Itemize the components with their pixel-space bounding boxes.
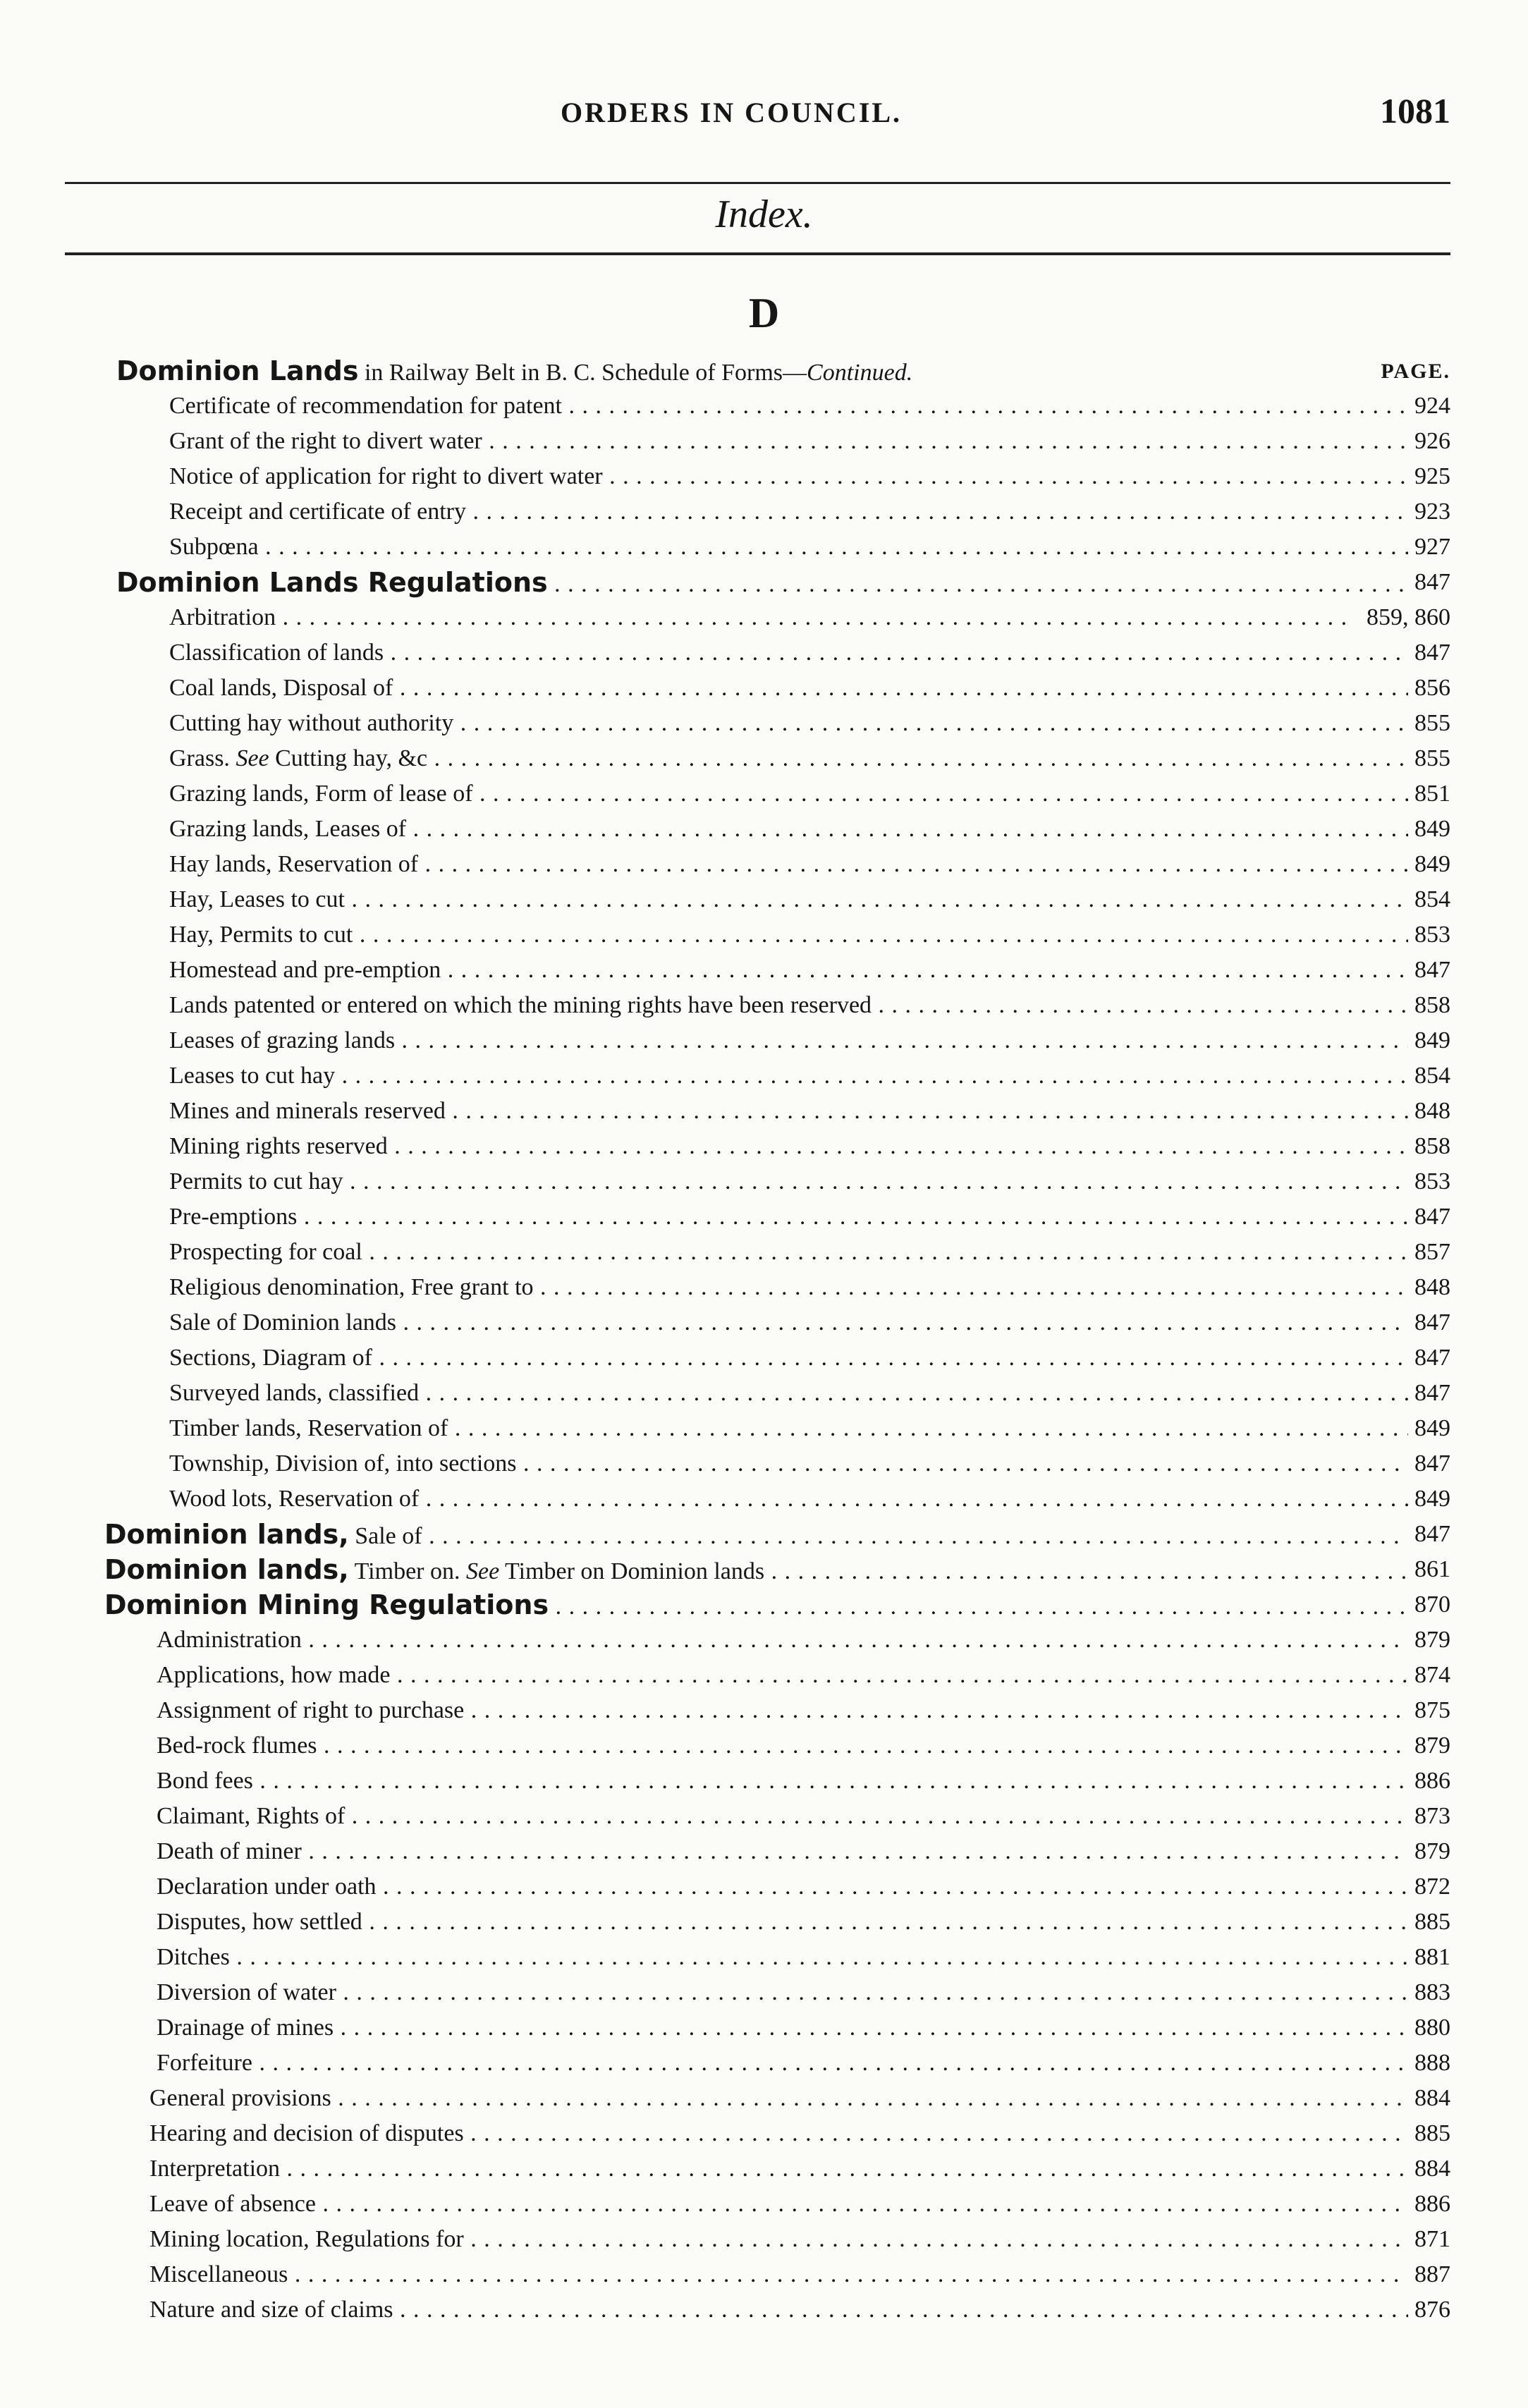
entry-label: in Railway Belt in B. C. Schedule of Forms— xyxy=(358,360,807,386)
entry-page: 883 xyxy=(1414,1979,1450,2005)
entry-page: 854 xyxy=(1414,1063,1450,1089)
index-entry xyxy=(0,599,1528,635)
index-entry xyxy=(0,529,1528,564)
entry-label: Administration xyxy=(157,1627,302,1653)
entry-text xyxy=(169,1097,1408,1125)
entry-text xyxy=(157,1661,1408,1689)
entry-text xyxy=(149,2261,1408,2289)
entry-page: 885 xyxy=(1414,2120,1450,2146)
index-entry xyxy=(0,635,1528,670)
entry-text xyxy=(169,1203,1408,1231)
entry-label: Hearing and decision of disputes xyxy=(149,2120,464,2146)
entry-text xyxy=(169,886,1408,914)
index-entry xyxy=(0,1481,1528,1516)
index-entry xyxy=(0,1551,1528,1587)
index-entry xyxy=(0,1304,1528,1340)
entry-page: 884 xyxy=(1414,2085,1450,2111)
index-entry xyxy=(0,1163,1528,1199)
entry-text xyxy=(149,2225,1408,2254)
entry-page: 888 xyxy=(1414,2050,1450,2076)
index-entry xyxy=(0,705,1528,740)
index-entry xyxy=(0,2045,1528,2080)
entry-page: 887 xyxy=(1414,2261,1450,2287)
entry-label: General provisions xyxy=(149,2085,331,2111)
index-entry xyxy=(0,564,1528,599)
index-entry xyxy=(0,776,1528,811)
entry-text xyxy=(169,639,1408,667)
entry-page: 849 xyxy=(1414,851,1450,877)
entry-text xyxy=(169,1344,1408,1372)
entry-text xyxy=(169,780,1408,808)
entry-page: 855 xyxy=(1414,745,1450,771)
entry-text xyxy=(169,745,1408,773)
entry-italic: See xyxy=(236,745,269,771)
entry-text xyxy=(169,991,1408,1020)
entry-page: 847 xyxy=(1414,1380,1450,1406)
index-entry xyxy=(0,2080,1528,2115)
entry-page: 847 xyxy=(1414,569,1450,595)
index-entry xyxy=(0,952,1528,987)
entry-text xyxy=(169,1132,1408,1161)
entry-text xyxy=(149,2120,1408,2148)
entry-page: 853 xyxy=(1414,1168,1450,1194)
entry-text xyxy=(169,709,1408,738)
entry-page: 886 xyxy=(1414,2191,1450,2217)
entry-page: 884 xyxy=(1414,2156,1450,2182)
entry-text xyxy=(157,1802,1408,1831)
entry-label: Sale of Dominion lands xyxy=(169,1309,397,1336)
entry-label: Leave of absence xyxy=(149,2191,316,2217)
entry-page: 880 xyxy=(1414,2015,1450,2041)
index-entry xyxy=(0,1869,1528,1904)
entry-page: 847 xyxy=(1414,957,1450,983)
entry-page: 874 xyxy=(1414,1662,1450,1688)
entry-text xyxy=(169,1062,1408,1090)
index-entry xyxy=(0,1587,1528,1622)
entry-text xyxy=(169,1450,1408,1478)
entry-text xyxy=(149,2190,1408,2218)
entry-italic: Continued. xyxy=(807,360,913,386)
entry-term: Dominion lands, xyxy=(104,1520,349,1550)
entry-text xyxy=(149,2084,1408,2113)
entry-term: Dominion lands, xyxy=(104,1556,349,1585)
index-entry xyxy=(0,388,1528,423)
entry-page: 858 xyxy=(1414,1133,1450,1159)
entry-page: 926 xyxy=(1414,428,1450,454)
entry-label: Cutting hay without authority xyxy=(169,710,454,736)
entry-text xyxy=(169,463,1408,491)
entry-label: Sections, Diagram of xyxy=(169,1345,372,1371)
entry-page: 854 xyxy=(1414,886,1450,912)
entry-text xyxy=(104,1556,1408,1586)
index-entry xyxy=(0,917,1528,952)
entry-label: Prospecting for coal xyxy=(169,1239,362,1265)
entry-page: 848 xyxy=(1414,1098,1450,1124)
index-entry xyxy=(0,1410,1528,1446)
page-number: 1081 xyxy=(1380,91,1450,130)
entry-label: Miscellaneous xyxy=(149,2261,288,2287)
entry-page: 847 xyxy=(1414,1345,1450,1371)
entry-page: 858 xyxy=(1414,992,1450,1018)
entry-text xyxy=(169,674,1408,702)
index-entry xyxy=(0,458,1528,494)
entry-page: 870 xyxy=(1414,1591,1450,1618)
entry-label: Certificate of recommendation for patent xyxy=(169,393,562,419)
entry-label: Pre-emptions xyxy=(169,1204,298,1230)
index-entries xyxy=(0,353,1528,2327)
entry-label: Grant of the right to divert water xyxy=(169,428,482,454)
entry-label: Claimant, Rights of xyxy=(157,1803,346,1829)
entry-label-cont: Timber on Dominion lands xyxy=(499,1558,765,1584)
entry-text xyxy=(157,1626,1408,1654)
entry-label: Leases to cut hay xyxy=(169,1063,336,1089)
index-entry xyxy=(0,740,1528,776)
entry-page: 849 xyxy=(1414,1486,1450,1512)
entry-page: 849 xyxy=(1414,816,1450,842)
entry-page: 849 xyxy=(1414,1415,1450,1441)
index-entry xyxy=(0,1763,1528,1798)
entry-text xyxy=(169,427,1408,456)
entry-label: Death of miner xyxy=(157,1838,302,1864)
entry-label: Notice of application for right to divert water xyxy=(169,463,603,489)
entry-text xyxy=(157,2014,1408,2042)
entry-label: Classification of lands xyxy=(169,640,384,666)
entry-label: Bond fees xyxy=(157,1768,253,1794)
entry-text xyxy=(116,357,1408,387)
entry-page: 853 xyxy=(1414,922,1450,948)
index-entry xyxy=(0,1904,1528,1939)
index-entry xyxy=(0,2221,1528,2256)
entry-text xyxy=(169,1273,1408,1302)
entry-text xyxy=(149,2155,1408,2183)
entry-label: Ditches xyxy=(157,1944,230,1970)
entry-text xyxy=(157,1979,1408,2007)
entry-label: Subpœna xyxy=(169,534,259,560)
top-rule xyxy=(65,182,1450,184)
entry-page: 859, 860 xyxy=(1367,604,1450,630)
entry-text xyxy=(169,815,1408,843)
page-column-label: PAGE. xyxy=(1381,360,1450,383)
entry-page: 872 xyxy=(1414,1874,1450,1900)
entry-label: Diversion of water xyxy=(157,1979,336,2005)
entry-page: 856 xyxy=(1414,675,1450,701)
index-entry xyxy=(0,2292,1528,2327)
index-entry xyxy=(0,1022,1528,1058)
entry-page: 881 xyxy=(1414,1944,1450,1970)
index-title: Index. xyxy=(715,192,813,236)
entry-label: Mining location, Regulations for xyxy=(149,2226,464,2252)
entry-text xyxy=(169,1379,1408,1407)
entry-page: 847 xyxy=(1414,1521,1450,1547)
entry-page: 871 xyxy=(1414,2226,1450,2252)
entry-text xyxy=(116,568,1408,599)
entry-label: Coal lands, Disposal of xyxy=(169,675,393,701)
entry-text xyxy=(169,1238,1408,1266)
index-entry xyxy=(0,670,1528,705)
entry-label: Applications, how made xyxy=(157,1662,391,1688)
entry-label: Religious denomination, Free grant to xyxy=(169,1274,534,1300)
entry-label: Timber on. xyxy=(348,1558,466,1584)
index-entry xyxy=(0,1269,1528,1304)
entry-page: 923 xyxy=(1414,499,1450,525)
index-entry xyxy=(0,1058,1528,1093)
entry-label: Interpretation xyxy=(149,2156,281,2182)
entry-label: Hay, Permits to cut xyxy=(169,922,353,948)
entry-text xyxy=(169,1309,1408,1337)
entry-page: 876 xyxy=(1414,2297,1450,2323)
entry-text xyxy=(169,956,1408,984)
entry-italic: See xyxy=(465,1558,500,1584)
entry-page: 927 xyxy=(1414,534,1450,560)
entry-text xyxy=(169,1027,1408,1055)
index-entry xyxy=(0,2151,1528,2186)
entry-page: 851 xyxy=(1414,781,1450,807)
index-entry xyxy=(0,1516,1528,1551)
entry-page: 925 xyxy=(1414,463,1450,489)
entry-label: Hay, Leases to cut xyxy=(169,886,345,912)
index-entry xyxy=(0,353,1528,388)
title-rule xyxy=(65,252,1450,255)
entry-page: 849 xyxy=(1414,1027,1450,1053)
entry-text xyxy=(169,850,1408,879)
entry-label: Timber lands, Reservation of xyxy=(169,1415,448,1441)
section-letter: D xyxy=(748,290,780,336)
entry-text xyxy=(149,2296,1408,2324)
entry-term: Dominion Lands xyxy=(116,357,359,386)
entry-page: 847 xyxy=(1414,1309,1450,1336)
entry-page: 855 xyxy=(1414,710,1450,736)
entry-label: Permits to cut hay xyxy=(169,1168,343,1194)
entry-text xyxy=(157,2049,1408,2077)
index-entry xyxy=(0,1657,1528,1692)
entry-text xyxy=(169,1485,1408,1513)
entry-label: Grass. xyxy=(169,745,236,771)
entry-label: Surveyed lands, classified xyxy=(169,1380,420,1406)
index-entry xyxy=(0,1375,1528,1410)
entry-page: 861 xyxy=(1414,1556,1450,1582)
index-entry xyxy=(0,1128,1528,1163)
entry-page: 857 xyxy=(1414,1239,1450,1265)
entry-label: Nature and size of claims xyxy=(149,2297,393,2323)
entry-label: Sale of xyxy=(348,1523,422,1549)
entry-text xyxy=(157,1732,1408,1760)
index-entry xyxy=(0,2115,1528,2151)
index-entry xyxy=(0,1974,1528,2010)
index-entry xyxy=(0,2186,1528,2221)
index-entry xyxy=(0,1833,1528,1869)
entry-text xyxy=(169,921,1408,949)
entry-page: 879 xyxy=(1414,1838,1450,1864)
running-head xyxy=(0,90,1528,140)
entry-label: Assignment of right to purchase xyxy=(157,1697,465,1723)
entry-label: Homestead and pre-emption xyxy=(169,957,441,983)
running-title: ORDERS IN COUNCIL. xyxy=(561,97,903,128)
entry-label: Disputes, how settled xyxy=(157,1909,362,1935)
entry-page: 875 xyxy=(1414,1697,1450,1723)
entry-text xyxy=(169,392,1408,420)
entry-text xyxy=(169,533,1408,561)
index-entry xyxy=(0,494,1528,529)
index-entry xyxy=(0,1728,1528,1763)
entry-label: Declaration under oath xyxy=(157,1874,377,1900)
entry-text xyxy=(104,1520,1408,1551)
entry-label: Hay lands, Reservation of xyxy=(169,851,419,877)
index-entry xyxy=(0,1939,1528,1974)
index-entry xyxy=(0,1446,1528,1481)
index-entry xyxy=(0,1622,1528,1657)
entry-label: Grazing lands, Form of lease of xyxy=(169,781,473,807)
index-entry xyxy=(0,1692,1528,1728)
entry-text xyxy=(157,1943,1408,1972)
entry-page: 873 xyxy=(1414,1803,1450,1829)
entry-label-cont: Cutting hay, &c xyxy=(269,745,428,771)
entry-text xyxy=(157,1697,1408,1725)
entry-page: 847 xyxy=(1414,1204,1450,1230)
index-entry xyxy=(0,2256,1528,2292)
entry-text xyxy=(169,1414,1408,1443)
entry-label: Drainage of mines xyxy=(157,2015,334,2041)
index-entry xyxy=(0,1340,1528,1375)
entry-text xyxy=(169,604,1352,632)
index-entry xyxy=(0,1199,1528,1234)
entry-text xyxy=(169,1168,1408,1196)
entry-page: 886 xyxy=(1414,1768,1450,1794)
entry-text xyxy=(169,498,1408,526)
entry-text xyxy=(157,1908,1408,1936)
entry-term: Dominion Lands Regulations xyxy=(116,568,548,598)
entry-label: Receipt and certificate of entry xyxy=(169,499,466,525)
entry-page: 924 xyxy=(1414,393,1450,419)
entry-label: Forfeiture xyxy=(157,2050,252,2076)
index-entry xyxy=(0,987,1528,1022)
entry-page: 879 xyxy=(1414,1627,1450,1653)
entry-text xyxy=(157,1838,1408,1866)
entry-text xyxy=(157,1873,1408,1901)
entry-page: 848 xyxy=(1414,1274,1450,1300)
index-entry xyxy=(0,881,1528,917)
entry-text xyxy=(104,1591,1408,1621)
index-entry xyxy=(0,1234,1528,1269)
entry-label: Grazing lands, Leases of xyxy=(169,816,407,842)
entry-label: Leases of grazing lands xyxy=(169,1027,396,1053)
entry-label: Mining rights reserved xyxy=(169,1133,388,1159)
entry-label: Lands patented or entered on which the mining rights have been reserved xyxy=(169,992,872,1018)
entry-label: Mines and minerals reserved xyxy=(169,1098,446,1124)
index-entry xyxy=(0,846,1528,881)
entry-label: Wood lots, Reservation of xyxy=(169,1486,420,1512)
index-entry xyxy=(0,1093,1528,1128)
entry-label: Bed-rock flumes xyxy=(157,1732,317,1759)
entry-label: Arbitration xyxy=(169,604,276,630)
entry-text xyxy=(157,1767,1408,1795)
entry-page: 879 xyxy=(1414,1732,1450,1759)
index-entry xyxy=(0,1798,1528,1833)
entry-label: Township, Division of, into sections xyxy=(169,1450,517,1477)
entry-page: 847 xyxy=(1414,640,1450,666)
index-entry xyxy=(0,2010,1528,2045)
entry-term: Dominion Mining Regulations xyxy=(104,1591,549,1620)
entry-page: 885 xyxy=(1414,1909,1450,1935)
index-entry xyxy=(0,423,1528,458)
index-entry xyxy=(0,811,1528,846)
entry-page: 847 xyxy=(1414,1450,1450,1477)
